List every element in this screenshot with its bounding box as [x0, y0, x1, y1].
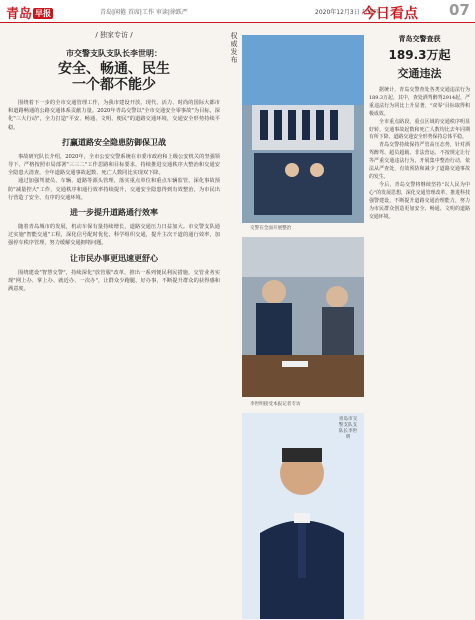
right-article	[369, 34, 470, 221]
photo-police-formation-image	[242, 35, 364, 223]
section-title: 今日看点	[362, 6, 418, 22]
section-heading-1: 打赢道路安全隐患防御保卫战	[62, 137, 166, 147]
paragraph: 全市重点路段、重点区域的交通秩序明显好转，交通事故起数和死亡人数均比去年同期有所下降，道路交通安全形势保持总体平稳。	[369, 118, 470, 141]
section-heading-3: 让市民办事更迅速更舒心	[70, 253, 158, 263]
photo-interview-image	[242, 237, 364, 397]
photo-police-formation	[242, 35, 364, 223]
paragraph: 事故研究队长介绍，2020年，全市公安交警系统在市委市政府和上级公安机关的坚强领导下，严格按照市局部署"三三二"工作思路和目标要求，持续推进交通秩序大整治和交通安全隐患大清查，全年道路交通事故起数、死亡人数同比实现双下降。	[8, 153, 220, 177]
newspaper-logo	[6, 3, 53, 22]
paragraph: 围绕建设"智慧交警"，持续深化"放管服"改革，推出一系列便民利民措施，交管业务实现"网上办、掌上办、就近办、一次办"，让群众少跑腿、好办事，不断提升群众的获得感和满意度。	[8, 269, 220, 293]
article-lead: 围绕着下一步的全市交通管理工作，为我市建设开放、现代、活力、时尚的国际大都市和道路畅通的公路交通体系贡献力量。2020年青岛交警以"全市交通安全零事故"为目标，深化"三大行动"，全力打造"平安、畅通、文明、便民"的道路交通环境，交通安全形势持续平稳。	[8, 100, 220, 131]
article-subtitle: 市交警支队支队长李世明：	[66, 49, 162, 58]
title-line-2: 一个都不能少	[72, 77, 156, 93]
editor-line: 青岛|闲倦 首席|工作 审读|徐跃严	[100, 9, 188, 16]
page-number: 07	[449, 1, 470, 19]
column-label: 权威发布	[230, 32, 238, 64]
paragraph: 通过加强驾驶员、车辆、道路等源头管理，落实重点单位和重点车辆监管，深化事故预防"减量控大"工作，交通秩序和通行效率持续提升，交通安全隐患得到有效整治，为市民出行营造了安全、有序的交通环境。	[8, 178, 220, 201]
issue-date: 2020年12月3日 星期四	[315, 9, 380, 16]
photo-caption-1: 交警在全面开展整治	[250, 226, 292, 231]
title-line-1: 安全、畅通、民生	[58, 61, 170, 77]
photo-portrait	[242, 413, 364, 619]
article-kicker: / 独家专访 /	[95, 31, 133, 39]
logo-text: 青岛	[6, 7, 33, 22]
right-headline-1: 青岛交警查获	[398, 35, 441, 43]
photo-caption-2: 李世明接受本报记者专访	[250, 402, 301, 407]
paragraph: 今后，青岛交警将继续坚持"以人民为中心"的发展思想，深化交通管理改革，推进科技强警建设，不断提升道路交通治理能力，努力为市民群众创造更加安全、畅通、文明的道路交通环境。	[369, 181, 470, 220]
page-header	[0, 0, 475, 23]
paragraph: 随着青岛城市的发展，机动车保有量持续增长，道路交通压力日益加大。市交警支队通过实施"智能交通"工程，深化信号配时优化，科学组织交通，提升主次干道的通行效率，加强停车秩序管理，努力缓解交通拥堵问题。	[8, 224, 220, 247]
photo-portrait-image	[242, 413, 364, 619]
section-heading-2: 进一步提升道路通行效率	[70, 208, 158, 218]
photo-interview	[242, 237, 364, 397]
right-headline-3: 交通违法	[397, 67, 442, 80]
article-title	[8, 61, 220, 93]
left-article	[8, 30, 220, 293]
paragraph: 据统计，青岛交警查处各类交通违法行为189.3万起，其中，查处酒驾醉驾2914起，严重违法行为同比上升显著，"双零"目标取得积极成效。	[369, 87, 470, 117]
paragraph: 青岛交警持续保持严管高压态势，针对酒驾醉驾、超员超载、非法营运、不按规定让行等严重交通违法行为，开展集中整治行动，依法从严查处，有效预防和减少了道路交通事故的发生。	[369, 142, 470, 180]
right-headline-2: 189.3万起	[388, 48, 451, 62]
photo-caption-3: 青岛市交警支队支队长李世明	[338, 417, 358, 440]
logo-badge: 早报	[35, 9, 52, 18]
